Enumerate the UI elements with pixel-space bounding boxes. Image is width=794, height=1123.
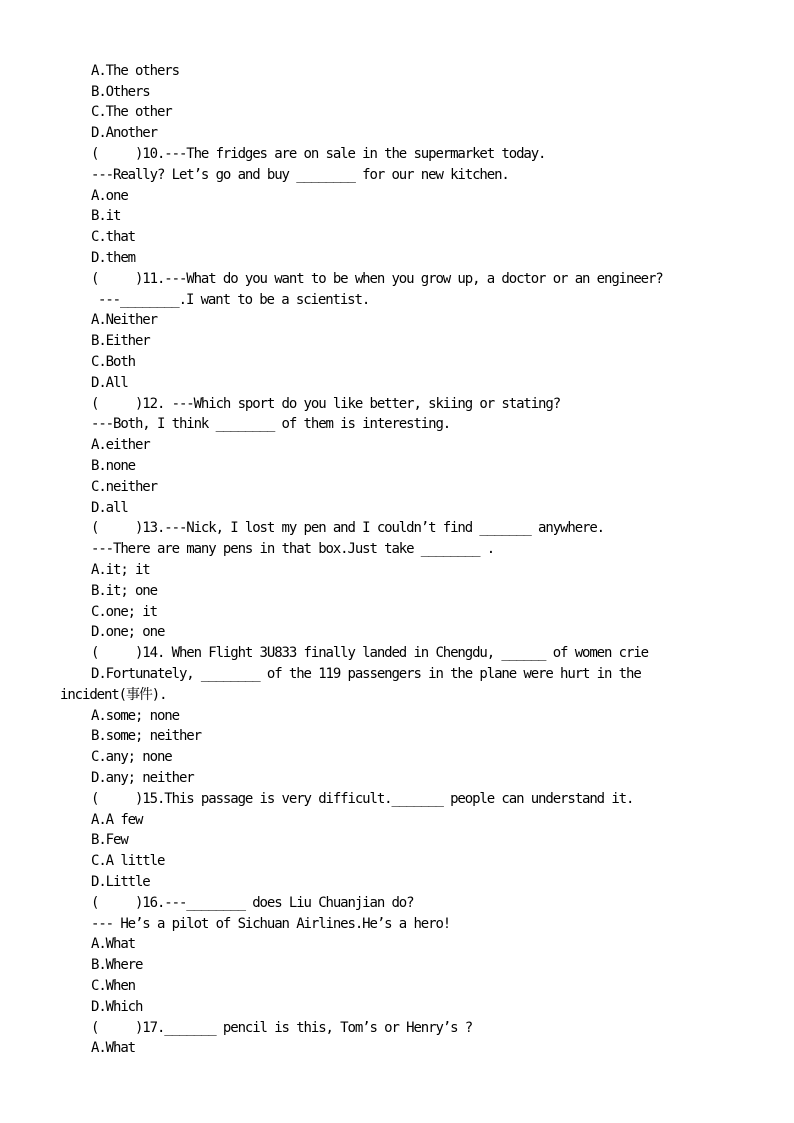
question-line: ---________.I want to be a scientist. xyxy=(98,292,370,308)
option-line: A.What xyxy=(91,936,135,952)
option-line: D.any; neither xyxy=(91,770,194,786)
question-line: ( )15.This passage is very difficult._______ people can understand it. xyxy=(91,791,634,807)
option-line: D.Little xyxy=(91,874,150,890)
option-line: B.Where xyxy=(91,957,143,973)
option-line: B.it; one xyxy=(91,583,157,599)
option-line: B.Either xyxy=(91,333,150,349)
question-line: ( )16.---________ does Liu Chuanjian do? xyxy=(91,895,414,911)
option-line: C.When xyxy=(91,978,135,994)
option-line: A.The others xyxy=(91,63,179,79)
option-line: C.A little xyxy=(91,853,165,869)
option-line: A.some; none xyxy=(91,708,179,724)
question-line: ---Both, I think ________ of them is interesting. xyxy=(91,416,451,432)
option-line: B.it xyxy=(91,208,121,224)
question-line: ---There are many pens in that box.Just take ________ . xyxy=(91,541,495,557)
option-line: C.Both xyxy=(91,354,135,370)
option-line: C.any; none xyxy=(91,749,172,765)
option-line: B.some; neither xyxy=(91,728,201,744)
option-line: D.Which xyxy=(91,999,143,1015)
option-line: A.one xyxy=(91,188,128,204)
option-line: B.Few xyxy=(91,832,128,848)
question-line: D.Fortunately, ________ of the 119 passengers in the plane were hurt in the xyxy=(91,666,641,682)
option-line: D.all xyxy=(91,500,128,516)
question-line: ( )17._______ pencil is this, Tom’s or Henry’s ? xyxy=(91,1020,473,1036)
option-line: D.them xyxy=(91,250,135,266)
question-line: ( )14. When Flight 3U833 finally landed in Chengdu, ______ of women crie xyxy=(91,645,648,661)
option-line: B.Others xyxy=(91,84,150,100)
option-line: C.The other xyxy=(91,104,172,120)
question-line: ( )13.---Nick, I lost my pen and I couldn’t find _______ anywhere. xyxy=(91,520,605,536)
question-line: ( )11.---What do you want to be when you grow up, a doctor or an engineer? xyxy=(91,271,663,287)
option-line: D.All xyxy=(91,375,128,391)
question-line: ( )10.---The fridges are on sale in the supermarket today. xyxy=(91,146,546,162)
question-line: --- He’s a pilot of Sichuan Airlines.He’s a hero! xyxy=(91,916,451,932)
option-line: A.either xyxy=(91,437,150,453)
option-line: A.it; it xyxy=(91,562,150,578)
option-line: A.What xyxy=(91,1040,135,1056)
option-line: D.Another xyxy=(91,125,157,141)
option-line: B.none xyxy=(91,458,135,474)
question-line: incident(事件). xyxy=(60,687,167,703)
question-line: ( )12. ---Which sport do you like better, skiing or stating? xyxy=(91,396,561,412)
question-line: ---Really? Let’s go and buy ________ for our new kitchen. xyxy=(91,167,509,183)
option-line: D.one; one xyxy=(91,624,165,640)
option-line: A.Neither xyxy=(91,312,157,328)
option-line: C.neither xyxy=(91,479,157,495)
option-line: C.that xyxy=(91,229,135,245)
option-line: A.A few xyxy=(91,812,143,828)
option-line: C.one; it xyxy=(91,604,157,620)
